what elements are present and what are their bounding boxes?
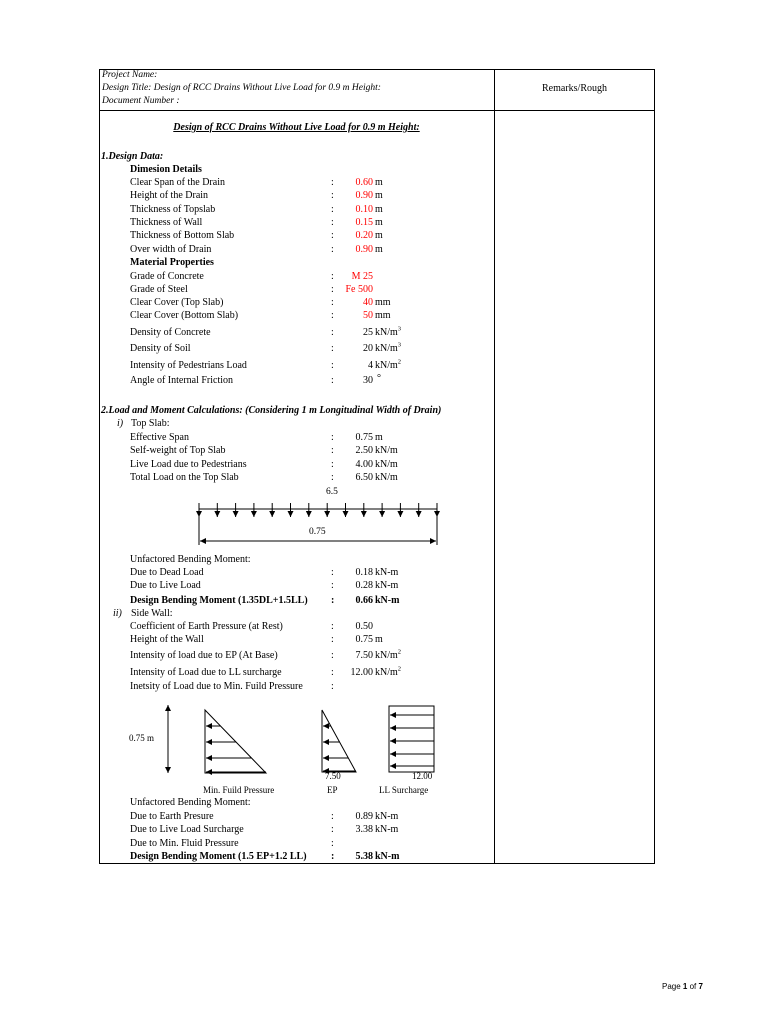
section-design-data-heading: 1.Design Data: <box>101 151 164 162</box>
row-top-slab-design-moment <box>0 594 494 607</box>
row-label: Due to Earth Presure <box>130 811 214 822</box>
udl-arrows <box>199 503 437 517</box>
row-unit <box>375 342 401 355</box>
page-total: 7 <box>698 982 703 991</box>
row-unit <box>375 666 401 679</box>
row-label: Density of Soil <box>130 343 191 354</box>
row-value: 12.00 <box>350 667 373 678</box>
row-cover-bottom-slab <box>0 309 494 322</box>
row-value: 0.60 <box>355 177 373 188</box>
document-number: Document Number : <box>102 96 180 106</box>
row-value: 6.50 <box>355 472 373 483</box>
top-slab-load-diagram <box>190 495 450 550</box>
row-value: 3.38 <box>355 824 373 835</box>
row-label: Due to Live Load <box>130 580 201 591</box>
unit-text: m <box>375 204 383 215</box>
unit-text: kN/m <box>375 343 398 354</box>
row-value: 25 <box>363 327 373 338</box>
page-current: 1 <box>682 982 688 991</box>
document-title: Design of RCC Drains Without Live Load for 0.9 m Height: <box>173 122 420 133</box>
fluid-pressure-diagram <box>205 710 266 773</box>
row-ep-intensity <box>0 649 494 662</box>
row-cover-top-slab <box>0 296 494 309</box>
row-colon: : <box>331 445 334 456</box>
row-clear-span <box>0 176 494 189</box>
row-value: Fe 500 <box>345 284 373 295</box>
unit-exponent: 2 <box>397 648 402 656</box>
row-unit <box>375 458 398 471</box>
row-colon: : <box>331 217 334 228</box>
row-value: 0.15 <box>355 217 373 228</box>
row-value: M 25 <box>351 271 373 282</box>
unit-text: mm <box>375 297 391 308</box>
row-surcharge-moment <box>0 823 494 836</box>
row-overall-width <box>0 243 494 256</box>
row-pedestrian-load <box>0 359 494 372</box>
row-label: Clear Cover (Bottom Slab) <box>130 310 239 321</box>
row-value: 4.00 <box>355 459 373 470</box>
remarks-column-divider <box>494 69 495 864</box>
row-label: Thickness of Wall <box>130 217 203 228</box>
unit-text: ° <box>377 373 381 384</box>
row-unit <box>375 189 383 202</box>
row-topslab-thickness <box>0 203 494 216</box>
udl-load-label: 6.5 <box>326 487 338 497</box>
row-unit <box>375 810 398 823</box>
row-colon: : <box>331 838 334 849</box>
row-label: Height of the Drain <box>130 190 209 201</box>
row-unit <box>375 176 383 189</box>
row-label: Due to Dead Load <box>130 567 204 578</box>
row-value: 5.38 <box>355 851 373 862</box>
row-unit <box>375 359 401 372</box>
row-label: Height of the Wall <box>130 634 204 645</box>
row-unit <box>375 229 383 242</box>
top-slab-heading: Top Slab: <box>131 418 170 429</box>
row-colon: : <box>331 851 335 862</box>
of-word: of <box>689 982 697 991</box>
row-unit <box>375 431 383 444</box>
row-colon: : <box>331 595 335 606</box>
earth-pressure-diagram <box>322 710 356 772</box>
row-label: Grade of Steel <box>130 284 188 295</box>
row-label: Density of Concrete <box>130 327 211 338</box>
row-colon: : <box>331 204 334 215</box>
row-label: Clear Span of the Drain <box>130 177 225 188</box>
row-colon: : <box>331 360 334 371</box>
row-label: Live Load due to Pedestrians <box>130 459 247 470</box>
row-earth-pressure-moment <box>0 810 494 823</box>
unit-text: kN/m <box>375 667 398 678</box>
row-label: Effective Span <box>130 432 189 443</box>
row-value: 0.75 <box>355 432 373 443</box>
row-dead-load-moment <box>0 566 494 579</box>
row-label: Intensity of Load due to LL surcharge <box>130 667 282 678</box>
row-colon: : <box>331 297 334 308</box>
row-value: 0.18 <box>355 567 373 578</box>
unit-text: kN/m <box>375 459 398 470</box>
unit-text: kN/m <box>375 445 398 456</box>
side-wall-number: ii) <box>113 608 122 619</box>
unit-exponent: 2 <box>397 358 402 366</box>
unit-text: kN-m <box>375 851 400 862</box>
row-colon: : <box>331 327 334 338</box>
row-unit <box>375 649 401 662</box>
dimension-details-heading: Dimesion Details <box>130 164 202 175</box>
row-colon: : <box>331 667 334 678</box>
row-colon: : <box>331 177 334 188</box>
row-label: Total Load on the Top Slab <box>130 472 239 483</box>
row-colon: : <box>331 472 334 483</box>
unit-exponent: 2 <box>397 665 402 673</box>
side-wall-moment-heading: Unfactored Bending Moment: <box>130 797 251 808</box>
row-unit <box>375 309 391 322</box>
ep-label: EP <box>327 785 338 795</box>
row-colon: : <box>331 459 334 470</box>
row-label: Design Bending Moment (1.5 EP+1.2 LL) <box>130 851 307 862</box>
span-dimension-label: 0.75 <box>309 527 326 537</box>
row-colon: : <box>331 375 334 386</box>
unit-text: m <box>375 634 383 645</box>
row-colon: : <box>331 621 334 632</box>
row-value: 0.89 <box>355 811 373 822</box>
row-unit <box>375 444 398 457</box>
row-live-load-moment <box>0 579 494 592</box>
unit-text: kN-m <box>375 567 399 578</box>
row-unit <box>375 566 398 579</box>
row-side-wall-design-moment <box>0 850 494 863</box>
row-unit <box>375 216 383 229</box>
row-value: 20 <box>363 343 373 354</box>
page-number <box>662 982 703 992</box>
row-value: 0.66 <box>355 595 373 606</box>
ll-surcharge-label: LL Surcharge <box>379 785 429 795</box>
row-pedestrian-live-load <box>0 458 494 471</box>
row-label: Design Bending Moment (1.35DL+1.5LL) <box>130 595 308 606</box>
row-soil-density <box>0 342 494 355</box>
row-unit <box>375 594 399 607</box>
row-label: Due to Live Load Surcharge <box>130 824 244 835</box>
row-colon: : <box>331 343 334 354</box>
row-colon: : <box>331 271 334 282</box>
row-value: 2.50 <box>355 445 373 456</box>
unit-text: m <box>375 230 383 241</box>
top-slab-number: i) <box>117 418 124 429</box>
row-total-load <box>0 471 494 484</box>
row-bottom-slab-thickness <box>0 229 494 242</box>
row-unit <box>375 579 398 592</box>
design-title: Design Title: Design of RCC Drains Without Live Load for 0.9 m Height: <box>102 83 381 93</box>
row-label: Angle of Internal Friction <box>130 375 234 386</box>
row-ll-surcharge-intensity <box>0 666 494 679</box>
row-colon: : <box>331 681 334 692</box>
unit-text: m <box>375 217 383 228</box>
surcharge-pressure-diagram <box>389 706 434 772</box>
row-colon: : <box>331 650 334 661</box>
unit-text: kN/m <box>375 650 398 661</box>
row-colon: : <box>331 811 334 822</box>
top-slab-moment-heading: Unfactored Bending Moment: <box>130 554 251 565</box>
row-label: Thickness of Bottom Slab <box>130 230 235 241</box>
remarks-heading: Remarks/Rough <box>542 83 607 94</box>
unit-text: kN-m <box>375 580 399 591</box>
row-value: 40 <box>363 297 373 308</box>
row-concrete-grade <box>0 270 494 283</box>
row-value: 30 <box>363 375 373 386</box>
row-unit <box>375 823 398 836</box>
row-label: Over width of Drain <box>130 244 212 255</box>
row-label: Due to Min. Fluid Pressure <box>130 838 239 849</box>
row-colon: : <box>331 190 334 201</box>
row-colon: : <box>331 432 334 443</box>
ep-base-value: 7.50 <box>325 771 341 781</box>
unit-exponent: 3 <box>397 341 402 349</box>
row-unit <box>375 471 398 484</box>
row-steel-grade <box>0 283 494 296</box>
unit-text: kN/m <box>375 472 398 483</box>
row-unit <box>375 243 383 256</box>
side-wall-heading: Side Wall: <box>131 608 173 619</box>
row-colon: : <box>331 284 334 295</box>
row-colon: : <box>331 567 334 578</box>
material-properties-heading: Material Properties <box>130 257 214 268</box>
row-label: Intensity of Pedestrians Load <box>130 360 247 371</box>
project-name: Project Name: <box>102 70 158 80</box>
row-value: 0.90 <box>355 244 373 255</box>
side-wall-pressure-diagrams <box>120 700 450 780</box>
unit-text: m <box>375 244 383 255</box>
earth-pressure-triangle <box>322 710 356 772</box>
unit-text: kN-m <box>375 824 399 835</box>
unit-exponent: 3 <box>397 325 402 333</box>
row-value: 50 <box>363 310 373 321</box>
row-effective-span <box>0 431 494 444</box>
row-wall-height <box>0 633 494 646</box>
row-value: 0.75 <box>355 634 373 645</box>
row-colon: : <box>331 244 334 255</box>
row-label: Grade of Concrete <box>130 271 204 282</box>
unit-text: m <box>375 177 383 188</box>
row-fluid-pressure-intensity <box>0 680 494 693</box>
row-value: 4 <box>368 360 373 371</box>
row-unit <box>377 372 381 385</box>
row-label: Thickness of Topslab <box>130 204 216 215</box>
unit-text: kN/m <box>375 327 398 338</box>
row-unit <box>375 633 383 646</box>
row-unit <box>375 326 401 339</box>
row-label: Clear Cover (Top Slab) <box>130 297 224 308</box>
row-value: 0.20 <box>355 230 373 241</box>
section-load-moment-heading: 2.Load and Moment Calculations: (Considering 1 m Longitudinal Width of Drain) <box>101 405 442 416</box>
row-value: 0.10 <box>355 204 373 215</box>
row-value: 0.28 <box>355 580 373 591</box>
row-label: Self-weight of Top Slab <box>130 445 226 456</box>
wall-height-label: 0.75 m <box>129 733 155 743</box>
row-concrete-density <box>0 326 494 339</box>
page-word: Page <box>662 982 681 991</box>
unit-text: m <box>375 432 383 443</box>
row-drain-height <box>0 189 494 202</box>
row-label: Intensity of load due to EP (At Base) <box>130 650 278 661</box>
row-colon: : <box>331 634 334 645</box>
row-colon: : <box>331 824 334 835</box>
row-internal-friction <box>0 374 494 387</box>
row-colon: : <box>331 230 334 241</box>
unit-text: mm <box>375 310 391 321</box>
unit-text: kN/m <box>375 360 398 371</box>
row-value: 0.90 <box>355 190 373 201</box>
ll-surcharge-value: 12.00 <box>412 771 433 781</box>
surcharge-pressure-rectangle <box>389 706 434 772</box>
unit-text: kN-m <box>375 811 399 822</box>
row-unit <box>375 850 399 863</box>
row-label: Coefficient of Earth Pressure (at Rest) <box>130 621 283 632</box>
row-unit <box>375 203 383 216</box>
row-earth-pressure-coefficient <box>0 620 494 633</box>
row-value: 0.50 <box>355 621 373 632</box>
row-unit <box>375 296 391 309</box>
fluid-pressure-label: Min. Fuild Pressure <box>203 785 275 795</box>
unit-text: m <box>375 190 383 201</box>
row-colon: : <box>331 580 334 591</box>
row-colon: : <box>331 310 334 321</box>
row-value: 7.50 <box>355 650 373 661</box>
row-wall-thickness <box>0 216 494 229</box>
row-fluid-pressure-moment <box>0 837 494 850</box>
header-divider <box>99 110 655 111</box>
row-self-weight <box>0 444 494 457</box>
row-label: Inetsity of Load due to Min. Fuild Pressure <box>130 681 303 692</box>
unit-text: kN-m <box>375 595 400 606</box>
